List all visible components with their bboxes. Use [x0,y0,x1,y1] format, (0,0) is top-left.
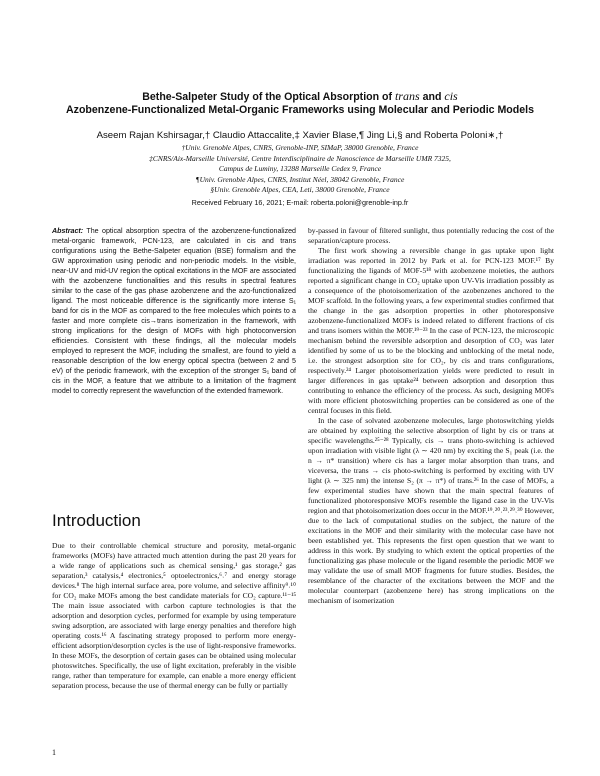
title-cis: cis [444,89,458,103]
affiliation-line: ‡CNRS/Aix-Marseille Université, Centre Interdisciplinaire de Nanoscience de Marseille UMR 7325, [149,153,451,163]
received-date-email: Received February 16, 2021; E-mail: roberta.poloni@grenoble-inp.fr [191,198,409,207]
right-column [308,226,554,606]
affiliation-line: †Univ. Grenoble Alpes, CNRS, Grenoble-INP, SIMaP, 38000 Grenoble, France [181,143,419,152]
page-number: 1 [52,748,56,757]
abstract-label: Abstract: [52,227,84,235]
body-paragraph: In the case of solvated azobenzene molecules, large photoswitching yields are obtained by exploiting the selective absorption of light by cis or trans at specific wavelengths.²⁵⁻²⁸ Typically, cis → trans photo-switching is achieved upon irradiation with visible light (λ ∼ 420 nm) by exciting the S₁ peak (i.e. the n → π* transition) where cis has a larger molar absorption than trans, and viceversa, the trans → cis photo-switching is performed by exciting with UV light (λ ∼ 325 nm) the intense S₂ (π → π*) of trans.²⁶ In the case of MOFs, a few experimental studies have shown that the main spectral features of functionalized photoresponsive MOFs resemble the ligand case in the UV-Vis region and that photoisomerization does occur in the MOF.¹⁹˒²⁰˒²³˒²⁹˒³⁰ However, due to the lack of computational studies on the subject, the nature of the excitations in the MOF and their similarity with the molecular case have not been established yet. This represents the first open question that we want to address in this work. By studying to which extent the optical properties of the functionalizing gas phase molecule or the ligand resemble the periodic MOF we may validate the use of small MOF fragments for future studies. Besides, the resemblance of the character of the excitations between the MOF and the molecular counterpart (azobenzene here) has strong implications on the mechanism of isomerization [308,416,554,605]
body-paragraph: by-passed in favour of filtered sunlight, thus potentially reducing the cost of the separation/capture process. [308,226,554,245]
affiliation-line: §Univ. Grenoble Alpes, CEA, Leti, 38000 Grenoble, France [210,185,390,194]
title-trans: trans [394,89,420,103]
affiliation-line: Campus de Luminy, 13288 Marseille Cedex 9, France [218,164,382,173]
abstract-text: The optical absorption spectra of the azobenzene-functionalized metal-organic framework, PCN-123, are calculated in cis and trans configurations using the Bethe-Salpeter equation (BSE) formalism and the GW approximation using periodic and non-periodic models. In the visible, near-UV and mid-UV region the optical excitations in the MOF are associated with the azobenzene functionalities and this results in spectral features similar to the case of the gas phase azobenzene and the azo-functionalized ligand. The most noticeable difference is the significantly more intense S₁ band for cis in the MOF as compared to the free molecules which points to a faster and more complete cis→trans isomerization in the framework, with strong implications for the design of MOFs with high photoconversion efficiencies. Consistent with these findings, all the molecular models employed to represent the MOF, including the smallest, are found to yield a reasonable description of the low energy optical spectra (between 2 and 5 eV) of the periodic framework, with the exception of the stronger S₁ band of cis in the MOF, a feature that we attribute to a limitation of the fragment model to correctly represent the wavefunction of the extended framework. [52,227,297,395]
title-line2: Azobenzene-Functionalized Metal-Organic Frameworks using Molecular and Periodic Models [66,104,534,116]
abstract [52,226,296,396]
affiliations [40,143,560,196]
introduction-paragraph: Due to their controllable chemical structure and porosity, metal-organic frameworks (MOFs) have attracted much attention during the past 20 years for a wide range of applications such as chemical sensing,¹ gas storage,² gas separation,³ catalysis,⁴ electronics,⁵ optoelectronics,⁶˒⁷ and energy storage devices.⁸ The high internal surface area, pore volume, and selective affinity⁹˒¹⁰ for CO₂ make MOFs among the best candidate materials for CO₂ capture.¹¹⁻¹⁵ The main issue associated with carbon capture technologies is that the adsorption and desorption cycles, performed for example by using temperature swing adsorption, are associated with large energy penalties and therefore high operating costs.¹⁶ A fascinating strategy proposed to perform more energy-efficient adsorption/desorption cycles is the use of light-responsive frameworks. In these MOFs, the desorption of certain gases can be obtained using molecular photoswitches. Specifically, the use of light excitation, preferably in the visible range, rather than temperature for example, can enable a more energy efficient separation process, because the use of thermal energy can be fully or partially [52,541,296,690]
body-paragraph: The first work showing a reversible change in gas uptake upon light irradiation was reported in 2012 by Park et al. for PCN-123 MOF.¹⁷ By functionalizing the ligands of MOF-5¹⁸ with azobenzene moieties, the authors reported a significant change in CO₂ uptake upon UV-Vis irradiation possibly as a consequence of the photoisomerization of the azobenzenes anchored to the MOF scaffold. In the following years, a few experimental studies confirmed that the change in the gas adsorption properties in other photoresponsive azobenzene-functionalized MOFs is indeed related to different fractions of cis and trans isomers within the MOF.¹⁹⁻²³ In the case of PCN-123, the microscopic mechanism behind the reversible adsorption and desorption of CO₂ was later identified by some of us to be the blocking and unblocking of the metal node, i.e. the strongest adsorption site for CO₂, by cis and trans configurations, respectively.²⁴ Larger photoisomerization yields were predicted to result in larger differences in gas uptake²⁴ between adsorption and desorption thus contributing to enhance the efficiency of the process. As such, designing MOFs with more efficient photoswitching properties can be considered as one of the central focuses in this field. [308,246,554,415]
paper-title [60,90,540,117]
section-heading-introduction: Introduction [52,511,141,530]
author-list: Aseem Rajan Kshirsagar,† Claudio Attaccalite,‡ Xavier Blase,¶ Jing Li,§ and Roberta Poloni∗,† [96,130,504,141]
title-and: and [419,91,445,103]
left-column [52,226,296,396]
affiliation-line: ¶Univ. Grenoble Alpes, CNRS, Institut Néel, 38042 Grenoble, France [195,174,405,184]
title-line1-text: Bethe-Salpeter Study of the Optical Absorption of [142,91,395,103]
